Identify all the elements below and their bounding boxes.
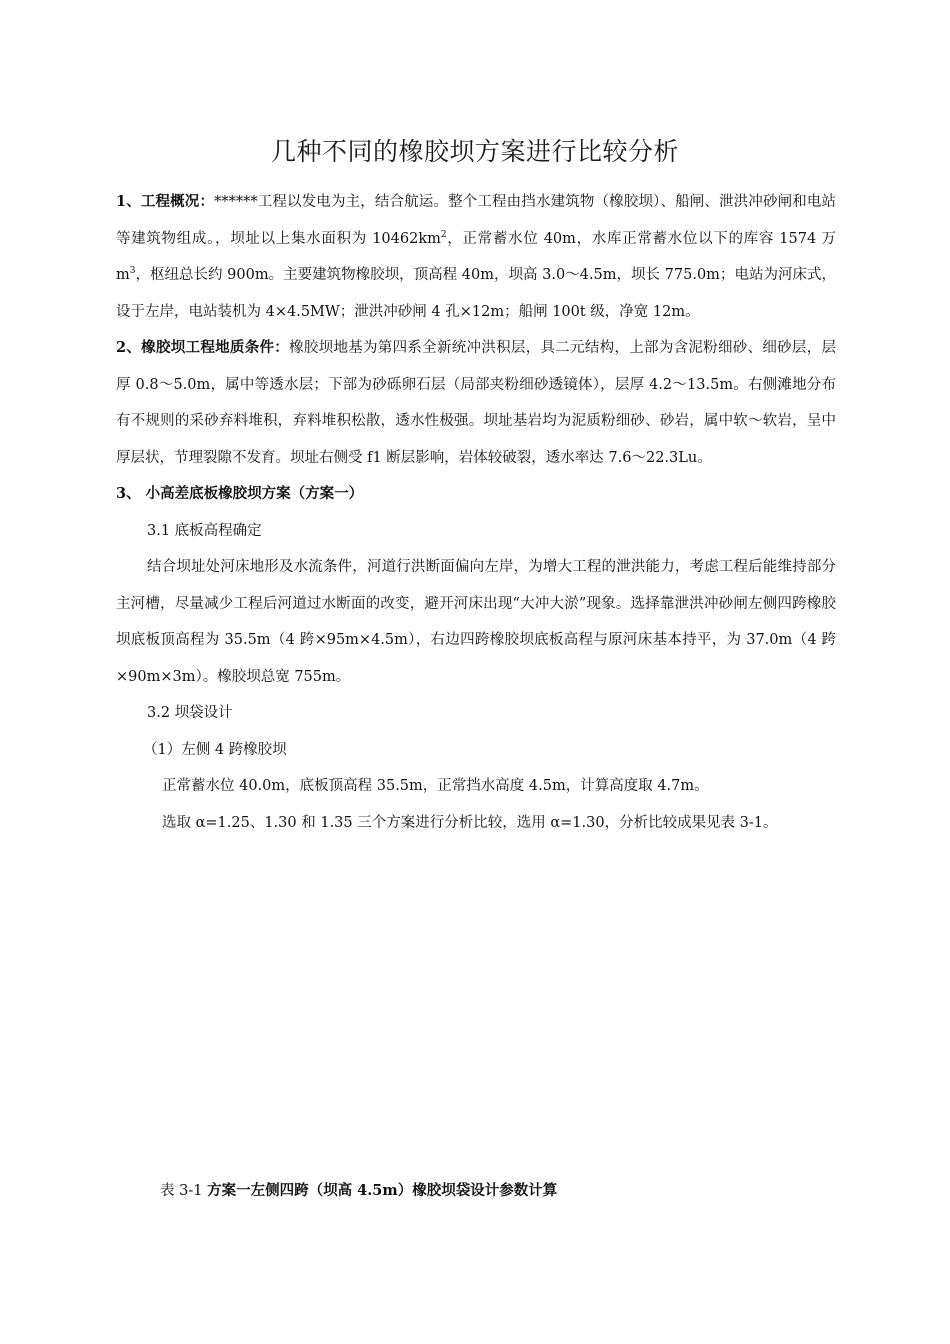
- subsection-3-2-title: 3.2 坝袋设计: [147, 705, 233, 721]
- document-title: 几种不同的橡胶坝方案进行比较分析: [270, 137, 679, 166]
- table-caption: [160, 1177, 557, 1205]
- section-2-paragraph: [116, 330, 836, 476]
- document-body: [116, 184, 836, 841]
- subsection-3-1-text: 结合坝址处河床地形及水流条件，河道行洪断面偏向左岸，为增大工程的泄洪能力，考虑工程后能维持部分主河槽，尽量减少工程后河道过水断面的改变，避开河床出现“大冲大淤”现象。选择靠泄洪冲砂闸左侧四跨橡胶坝底板顶高程为 35.5m（4 跨×95m×4.5m），右边四跨橡胶坝底板高程与原河床基本持平，为 37.0m（4 跨×90m×3m）。橡胶坝总宽 755m。: [116, 559, 836, 685]
- subsection-3-2-line-1: 正常蓄水位 40.0m，底板顶高程 35.5m，正常挡水高度 4.5m，计算高度取 4.7m。: [162, 778, 709, 794]
- section-2-text: 橡胶坝地基为第四系全新统冲洪积层，具二元结构，上部为含泥粉细砂、细砂层，层厚 0.8～5.0m，属中等透水层；下部为砂砾卵石层（局部夹粉细砂透镜体），层厚 4.2～13.5m。右侧滩地分布有不规则的采砂弃料堆积，弃料堆积松散，透水性极强。坝址基岩均为泥质粉细砂、砂岩，属中软～软岩，呈中厚层状，节理裂隙不发育。坝址右侧受 f1 断层影响，岩体较破裂，透水率达 7.6～22.3Lu。: [116, 340, 837, 466]
- section-1-paragraph: [116, 184, 836, 330]
- subsection-3-1-title: 3.1 底板高程确定: [147, 522, 262, 539]
- section-1-text-b: ，正常蓄水位 40m，水库正常蓄水位以下的库容 1574 万 m: [116, 230, 836, 283]
- section-1-sup-a: 2: [440, 229, 447, 240]
- section-2-heading: 2、橡胶坝工程地质条件：: [116, 339, 290, 356]
- section-1-text-a: ******工程以发电为主，结合航运。整个工程由挡水建筑物（橡胶坝）、船闸、泄洪冲砂闸和电站等建筑物组成。，坝址以上集水面积为 10462km: [116, 194, 837, 247]
- section-1-sup-b: 3: [129, 266, 136, 277]
- section-3-heading: 3、 小高差底板橡胶坝方案（方案一）: [116, 485, 364, 502]
- subsection-3-2-item: （1）左侧 4 跨橡胶坝: [143, 741, 287, 758]
- table-caption-label: 表 3-1: [160, 1183, 208, 1199]
- section-1-text-c: ，枢纽总长约 900m。主要建筑物橡胶坝，顶高程 40m，坝高 3.0～4.5m，坝长 775.0m；电站为河床式，设于左岸，电站装机为 4×4.5MW；泄洪冲砂闸 4 孔×12m；船闸 100t 级，净宽 12m。: [116, 267, 836, 320]
- section-1-heading: 1、工程概况：: [116, 193, 215, 210]
- subsection-3-2-line-2: 选取 α=1.25、1.30 和 1.35 三个方案进行分析比较，选用 α=1.30，分析比较成果见表 3-1。: [162, 814, 778, 831]
- table-caption-title: 方案一左侧四跨（坝高 4.5m）橡胶坝袋设计参数计算: [207, 1182, 558, 1199]
